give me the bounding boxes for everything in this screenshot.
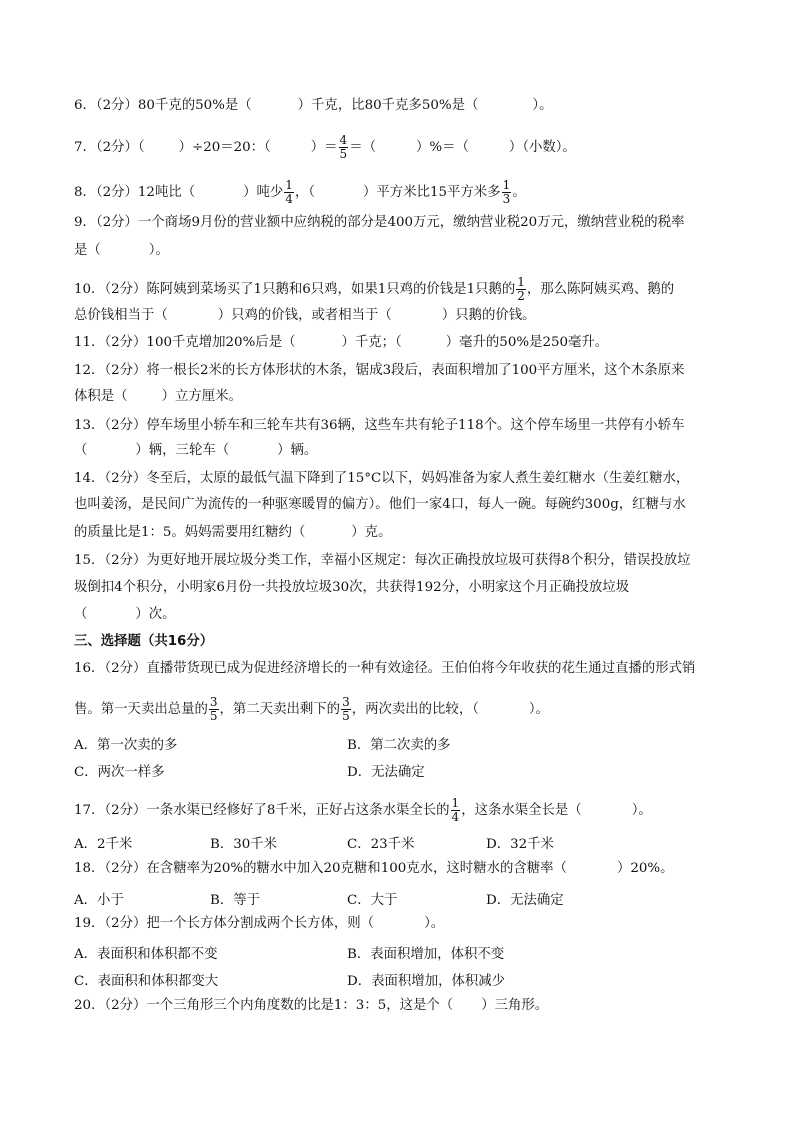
option-a[interactable]: A．第一次卖的多 (74, 738, 178, 753)
question-10: 10．（2分）陈阿姨到菜场买了1只鹅和6只鸡，如果1只鸡的价钱是1只鹅的 $\frac{1}{2}$ ，那么陈阿姨买鸡、鹅的 (74, 275, 675, 303)
option-d[interactable]: D．无法确定 (486, 893, 564, 908)
question-13-cont: （ ）辆，三轮车（ ）辆。 (74, 443, 318, 458)
question-12-cont: 体积是（ ）立方厘米。 (74, 389, 242, 404)
question-12: 12．（2分）将一根长2米的长方体形状的木条，锯成3段后，表面积增加了100平方厘米，这个木条原来 (74, 363, 685, 378)
question-16-cont: 售。第一天卖出总量的 $\frac{3}{5}$ ，第二天卖出剩下的 $\frac{3}{5}$ ，两次卖出的比较，（ ）。 (74, 695, 550, 723)
question-14-cont: 也叫姜汤，是民间广为流传的一种驱寒暖胃的偏方）。他们一家4口，每人一碗。每碗约300g，红糖与水 (74, 497, 686, 512)
question-9-cont: 是（ ）。 (74, 243, 169, 258)
question-6: 6．（2分）80千克的50%是（ ）千克，比80千克多50%是（ ）。 (74, 98, 553, 113)
fraction: $\frac{1}{2}$ (517, 275, 525, 303)
option-b[interactable]: B．等于 (210, 893, 261, 908)
option-b[interactable]: B．第二次卖的多 (347, 738, 451, 753)
question-14-cont: 的质量比是1：5。妈妈需要用红糖约（ ）克。 (74, 525, 392, 540)
fraction: $\frac{1}{4}$ (451, 796, 460, 824)
question-10-cont: 总价钱相当于（ ）只鸡的价钱，或者相当于（ ）只鹅的价钱。 (74, 308, 536, 323)
option-b[interactable]: B．表面积增加，体积不变 (347, 947, 505, 962)
question-15-cont: 圾倒扣4个积分，小明家6月份一共投放垃圾30次，共获得192分，小明家这个月正确投放垃圾 (74, 580, 630, 595)
option-d[interactable]: D．表面积增加，体积减少 (347, 974, 506, 989)
option-c[interactable]: C．大于 (347, 893, 398, 908)
fraction: $\frac{3}{5}$ (209, 695, 218, 723)
question-11: 11．（2分）100千克增加20%后是（ ）千克；（ ）毫升的50%是250毫升。 (74, 335, 609, 350)
option-d[interactable]: D．32千米 (486, 837, 554, 852)
option-c[interactable]: C．23千米 (347, 837, 415, 852)
option-c[interactable]: C．表面积和体积都变大 (74, 974, 219, 989)
question-7: 7．（2分）（ ）÷20＝20：（ ）＝ $\frac{4}{5}$ ＝（ ）%＝（ ）（小数）。 (74, 133, 576, 161)
question-20: 20．（2分）一个三角形三个内角度数的比是1：3：5，这是个（ ）三角形。 (74, 998, 549, 1013)
question-13: 13．（2分）停车场里小轿车和三轮车共有36辆，这些车共有轮子118个。这个停车场里一共停有小轿车 (74, 418, 685, 433)
option-c[interactable]: C．两次一样多 (74, 765, 165, 780)
fraction: $\frac{1}{3}$ (502, 178, 511, 206)
option-b[interactable]: B．30千米 (210, 837, 278, 852)
section-heading: 三、选择题（共16分） (74, 634, 214, 649)
question-8: 8．（2分）12吨比（ ）吨少 $\frac{1}{4}$ ，（ ）平方米比15平方米多 $\frac{1}{3}$ 。 (74, 178, 526, 206)
question-15-cont: （ ）次。 (74, 607, 176, 622)
question-15: 15．（2分）为更好地开展垃圾分类工作，幸福小区规定：每次正确投放垃圾可获得8个积分，错误投放垃 (74, 553, 691, 568)
option-a[interactable]: A．小于 (74, 893, 124, 908)
question-14: 14．（2分）冬至后，太原的最低气温下降到了15°C以下，妈妈准备为家人煮生姜红糖水（生姜红糖水， (74, 471, 690, 486)
question-9: 9．（2分）一个商场9月份的营业额中应纳税的部分是400万元，缴纳营业税20万元，缴纳营业税的税率 (74, 215, 685, 230)
question-19: 19．（2分）把一个长方体分割成两个长方体，则（ ）。 (74, 916, 445, 931)
question-16: 16．（2分）直播带货现已成为促进经济增长的一种有效途径。王伯伯将今年收获的花生通过直播的形式销 (74, 661, 696, 676)
fraction: $\frac{4}{5}$ (339, 133, 348, 161)
option-a[interactable]: A．2千米 (74, 837, 133, 852)
option-a[interactable]: A．表面积和体积都不变 (74, 947, 218, 962)
fraction: $\frac{1}{4}$ (285, 178, 293, 206)
fraction: $\frac{3}{5}$ (342, 695, 350, 723)
question-17: 17．（2分）一条水渠已经修好了8千米，正好占这条水渠全长的 $\frac{1}{4}$ ，这条水渠全长是（ ）。 (74, 796, 652, 824)
option-d[interactable]: D．无法确定 (347, 765, 425, 780)
question-18: 18．（2分）在含糖率为20%的糖水中加入20克糖和100克水，这时糖水的含糖率（ ）20%。 (74, 861, 674, 876)
